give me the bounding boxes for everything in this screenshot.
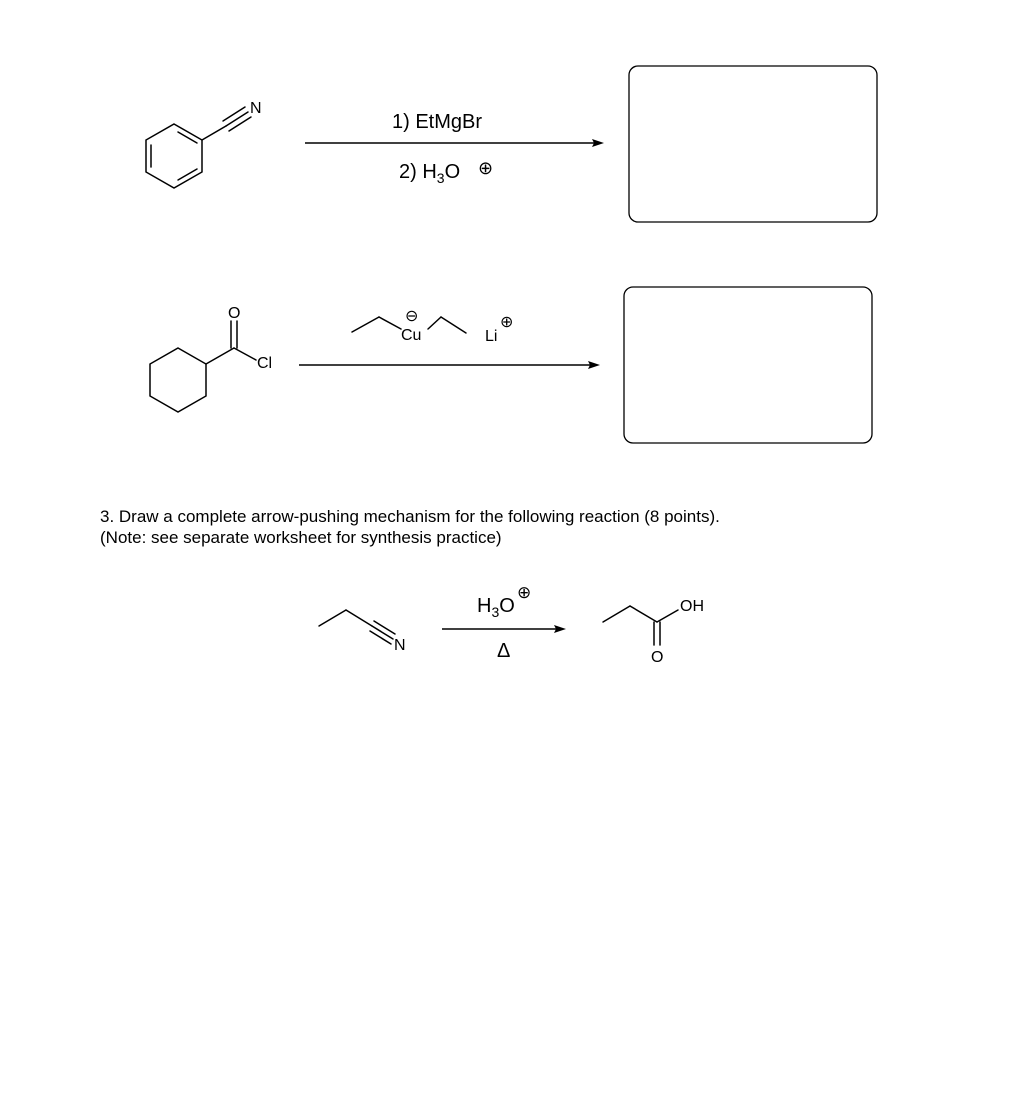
benzonitrile-structure [146, 100, 262, 188]
carbonyl-o-label: O [228, 305, 241, 322]
reaction3-reagent-label: $H_3O$ [477, 595, 515, 620]
reaction2-answer-box[interactable] [624, 287, 872, 443]
reaction3-n-label: N [394, 637, 406, 654]
reaction1-answer-box[interactable] [629, 66, 877, 222]
reaction1-step1-label: 1) EtMgBr [392, 111, 483, 133]
hydroxyl-oh-label: OH [680, 598, 704, 615]
lithium-li-label: Li [485, 328, 498, 345]
reaction3-plus-charge-icon: ⊕ [517, 583, 532, 602]
reaction1-arrow [305, 139, 604, 147]
question-3-prompt: 3. Draw a complete arrow-pushing mechanism for the following reaction (8 points). [100, 507, 720, 526]
propanoic-acid-structure [603, 598, 704, 666]
carboxyl-o-label: O [651, 649, 664, 666]
reaction3-arrow [442, 625, 566, 633]
propanenitrile-structure [319, 610, 406, 654]
chloride-cl-label: Cl [257, 355, 273, 372]
lithium-plus-charge-icon: ⊕ [500, 314, 514, 331]
question-3 [100, 506, 720, 548]
reaction1-step2-label: 2) $H_3O$ [399, 161, 461, 186]
reaction2-arrow [299, 361, 600, 369]
question-3-note: (Note: see separate worksheet for synthesis practice) [100, 528, 502, 547]
acid-chloride-structure [150, 305, 272, 412]
nitrile-n-label: N [250, 100, 262, 117]
reaction1-plus-charge-icon: ⊕ [478, 158, 494, 178]
reaction3-heat-label: Δ [497, 640, 511, 662]
gilman-reagent-structure [352, 308, 513, 345]
copper-cu-label: Cu [401, 327, 422, 344]
copper-minus-charge-icon: ⊖ [405, 308, 419, 325]
